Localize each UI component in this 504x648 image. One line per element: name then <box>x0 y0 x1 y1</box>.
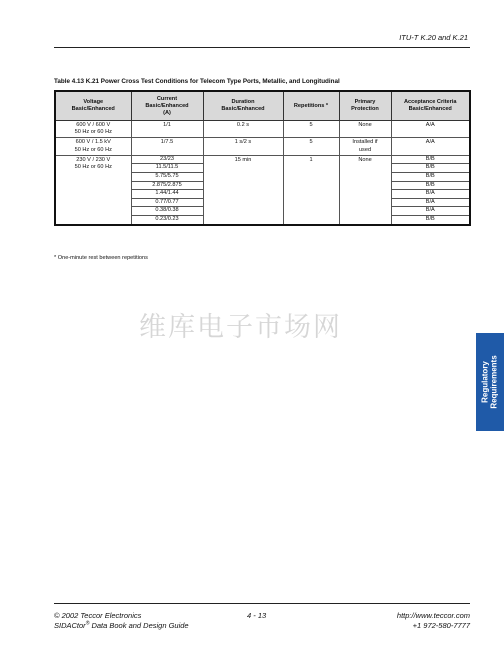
column-header-line: Basic/Enhanced <box>71 106 115 112</box>
cell-line: Installed if <box>352 139 378 146</box>
table-cell <box>55 138 131 155</box>
book-title-suffix: Data Book and Design Guide <box>89 621 189 630</box>
footer-copyright: © 2002 Teccor Electronics <box>54 611 142 620</box>
table-cell: 1 <box>283 155 339 224</box>
column-header-line: (A) <box>163 109 171 116</box>
table-cell: 23/23 <box>131 155 203 164</box>
column-header <box>283 91 339 121</box>
table-cell: 1/7.5 <box>131 138 203 155</box>
table-cell: B/A <box>391 190 470 199</box>
table-cell <box>55 155 131 224</box>
table-cell: 5 <box>283 138 339 155</box>
table-cell: B/B <box>391 164 470 173</box>
cell-line: None <box>358 122 372 128</box>
column-header <box>131 91 203 121</box>
table-cell: B/B <box>391 155 470 164</box>
column-header <box>203 91 283 121</box>
cell-line: 50 Hz or 60 Hz <box>74 129 112 136</box>
column-header-line: Current <box>156 95 178 102</box>
table-cell: B/A <box>391 198 470 207</box>
cell-line: 230 V / 230 V <box>76 156 111 163</box>
column-header-line: Protection <box>351 106 379 112</box>
footer-book-title <box>54 621 189 630</box>
table-cell: B/A <box>391 207 470 216</box>
table-cell: 1.44/1.44 <box>131 190 203 199</box>
section-side-tab[interactable] <box>476 333 504 431</box>
table-cell: 0.23/0.23 <box>131 215 203 224</box>
cell-line: 600 V / 1.5 kV <box>75 139 111 146</box>
table-cell <box>339 138 391 155</box>
table-cell: B/B <box>391 215 470 224</box>
column-header-line: Basic/Enhanced <box>221 106 265 112</box>
column-header <box>391 91 470 121</box>
table-cell: 15 min <box>203 155 283 224</box>
table-cell: 11.5/11.5 <box>131 164 203 173</box>
column-header-line: Basic/Enhanced <box>145 102 189 109</box>
table-cell: 1 s/2 s <box>203 138 283 155</box>
side-tab-line: Requirements <box>490 355 500 409</box>
table-cell: 5.75/5.75 <box>131 173 203 182</box>
footer-url[interactable]: http://www.teccor.com <box>396 611 470 620</box>
table-caption: Table 4.13 K.21 Power Cross Test Conditions for Telecom Type Ports, Metallic, and Longitudinal <box>54 78 340 85</box>
cell-line: 50 Hz or 60 Hz <box>74 146 112 153</box>
side-tab-line: Regulatory <box>481 361 491 403</box>
column-header-line: Duration <box>231 99 255 105</box>
column-header-line: Basic/Enhanced <box>408 106 452 112</box>
cell-line: 600 V / 600 V <box>76 122 111 128</box>
footer-page-number: 4 - 13 <box>247 611 267 620</box>
table-cell: 1/1 <box>131 121 203 138</box>
cell-line: 50 Hz or 60 Hz <box>74 164 112 171</box>
side-tab-label <box>481 355 499 408</box>
table-cell: 0.2 s <box>203 121 283 138</box>
table-cell: B/B <box>391 181 470 190</box>
watermark: 维库电子市场网 <box>139 312 342 343</box>
table-header-row <box>55 91 470 121</box>
column-header <box>55 91 131 121</box>
footer-phone: +1 972-580-7777 <box>412 621 470 630</box>
power-cross-table <box>54 90 471 226</box>
table-cell <box>55 121 131 138</box>
table-cell: None <box>339 155 391 224</box>
table-cell: A/A <box>391 138 470 155</box>
column-header <box>339 91 391 121</box>
column-header-line: Primary <box>354 99 376 105</box>
table-cell <box>339 121 391 138</box>
column-header-line: Acceptance Criteria <box>403 99 457 105</box>
table-cell: B/B <box>391 173 470 182</box>
running-header-title: ITU-T K.20 and K.21 <box>399 33 468 42</box>
table-cell: 0.38/0.38 <box>131 207 203 216</box>
registered-mark: ® <box>85 620 90 627</box>
cell-line: used <box>358 146 372 153</box>
column-header-line: Voltage <box>83 99 104 105</box>
table-row <box>55 155 470 164</box>
book-title-prefix: SIDACtor <box>54 621 86 630</box>
table-header <box>55 91 470 121</box>
table-row <box>55 121 470 138</box>
footer-rule <box>54 603 470 604</box>
table-cell: 2.875/2.875 <box>131 181 203 190</box>
header-rule <box>54 47 470 48</box>
table-footnote: * One-minute rest between repetitions <box>54 255 148 261</box>
table-cell: A/A <box>391 121 470 138</box>
table-row <box>55 138 470 155</box>
table-cell: 5 <box>283 121 339 138</box>
table-body <box>55 121 470 225</box>
column-header-line: Repetitions * <box>293 102 329 109</box>
table-cell: 0.77/0.77 <box>131 198 203 207</box>
